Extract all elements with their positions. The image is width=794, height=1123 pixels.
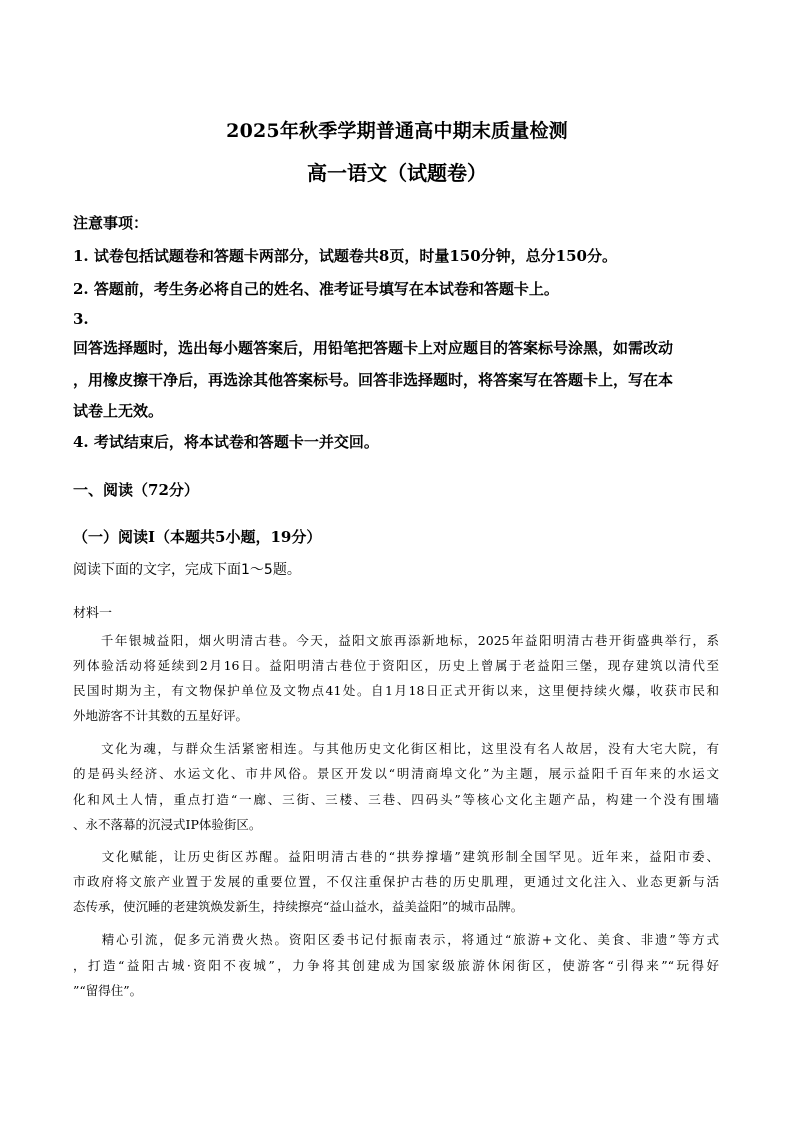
- passage-line: 精心引流，促多元消费火热。资阳区委书记付振南表示，将通过“旅游+文化、美食、非遗”等方式: [73, 932, 719, 947]
- passage-line: 化和风土人情，重点打造“一廊、三街、三楼、三巷、四码头”等核心文化主题产品，构建一个没有围墙: [73, 792, 719, 807]
- passage-line: ”“留得住”。: [73, 983, 143, 998]
- passage-line: 的是码头经济、水运文化、市井风俗。景区开发以“明清商埠文化”为主题，展示益阳千百年来的水运文: [73, 766, 719, 781]
- notice-item-2: 2. 答题前，考生务必将自己的姓名、准考证号填写在本试卷和答题卡上。: [73, 280, 559, 298]
- passage-line: ，打造“益阳古城·资阳不夜城”，力争将其创建成为国家级旅游休闲街区，使游客“引得来”“玩得好: [73, 958, 719, 973]
- notice-item-1: 1. 试卷包括试题卷和答题卡两部分，试题卷共8页，时量150分钟，总分150分。: [73, 247, 617, 265]
- passage-line: 文化为魂，与群众生活紧密相连。与其他历史文化街区相比，这里没有名人故居，没有大宅大院，有: [73, 741, 719, 756]
- passage-line: 、永不落幕的沉浸式IP体验街区。: [73, 817, 262, 832]
- passage-line: 列体验活动将延续到2月16日。益阳明清古巷位于资阳区，历史上曾属于老益阳三堡，现存建筑以清代至: [73, 658, 719, 673]
- reading-instruction: 阅读下面的文字，完成下面1～5题。: [73, 562, 301, 578]
- exam-subtitle: 高一语文（试题卷）: [307, 161, 487, 185]
- notice-item-3-line: 试卷上无效。: [73, 402, 164, 420]
- exam-title: 2025年秋季学期普通高中期末质量检测: [226, 120, 568, 142]
- passage-line: 民国时期为主，有文物保护单位及文物点41处。自1月18日正式开街以来，这里便持续火爆，收获市民和: [73, 683, 719, 698]
- passage-line: 外地游客不计其数的五星好评。: [73, 708, 249, 723]
- passage-line: 态传承，使沉睡的老建筑焕发新生，持续擦亮“益山益水，益美益阳”的城市品牌。: [73, 899, 524, 914]
- passage-line: 千年银城益阳，烟火明清古巷。今天，益阳文旅再添新地标，2025年益阳明清古巷开街盛典举行，系: [73, 633, 719, 648]
- notice-heading: 注意事项：: [73, 214, 149, 232]
- notice-item-3-line: ，用橡皮擦干净后，再选涂其他答案标号。回答非选择题时，将答案写在答题卡上，写在本: [73, 371, 674, 389]
- passage-line: 文化赋能，让历史街区苏醒。益阳明清古巷的“拱券撑墙”建筑形制全国罕见。近年来，益阳市委、: [73, 849, 719, 864]
- notice-item-3-number: 3.: [73, 310, 89, 328]
- notice-item-4: 4. 考试结束后，将本试卷和答题卡一并交回。: [73, 433, 379, 451]
- subsection-heading: （一）阅读Ⅰ（本题共5小题，19分）: [73, 528, 322, 546]
- material-label: 材料一: [73, 606, 113, 621]
- section-heading: 一、阅读（72分）: [73, 481, 199, 499]
- passage-line: 市政府将文旅产业置于发展的重要位置，不仅注重保护古巷的历史肌理，更通过文化注入、业态更新与活: [73, 874, 719, 889]
- notice-item-3-line: 回答选择题时，选出每小题答案后，用铅笔把答题卡上对应题目的答案标号涂黑，如需改动: [73, 339, 674, 357]
